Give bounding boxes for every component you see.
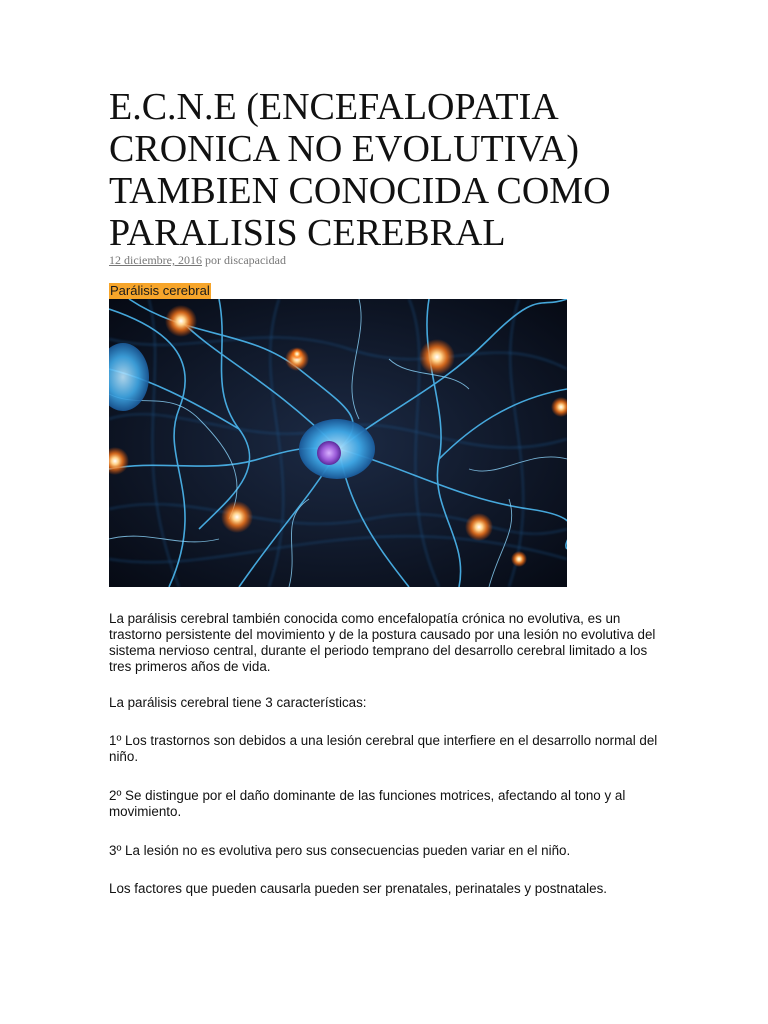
post-date-link[interactable]: 12 diciembre, 2016 (109, 253, 202, 267)
byline (109, 253, 286, 268)
paragraph-2: La parálisis cerebral tiene 3 características: (109, 695, 367, 710)
paragraph-6: Los factores que pueden causarla pueden ser prenatales, perinatales y postnatales. (109, 881, 608, 896)
paragraph-5: 3º La lesión no es evolutiva pero sus consecuencias pueden variar en el niño. (109, 843, 571, 858)
by-word: por (204, 253, 221, 267)
article-title: E.C.N.E (ENCEFALOPATIA CRONICA NO EVOLUTIVA) TAMBIEN CONOCIDA COMO PARALISIS CEREBRAL (109, 86, 611, 254)
image-caption: Parálisis cerebral (110, 283, 210, 298)
neuron-network-image (109, 299, 567, 587)
paragraph-3: 1º Los trastornos son debidos a una lesión cerebral que interfiere en el desarrollo normal del niño. (109, 733, 658, 764)
paragraph-1: La parálisis cerebral también conocida como encefalopatía crónica no evolutiva, es un trastorno persistente del movimiento y de la postura causado por una lesión no evolutiva del sistema nervioso central, durante el periodo temprano del desarrollo cerebral limitado a los tres primeros años de vida. (109, 611, 656, 674)
paragraph-4: 2º Se distingue por el daño dominante de las funciones motrices, afectando al tono y al movimiento. (109, 788, 626, 819)
author-link[interactable]: discapacidad (223, 253, 286, 267)
